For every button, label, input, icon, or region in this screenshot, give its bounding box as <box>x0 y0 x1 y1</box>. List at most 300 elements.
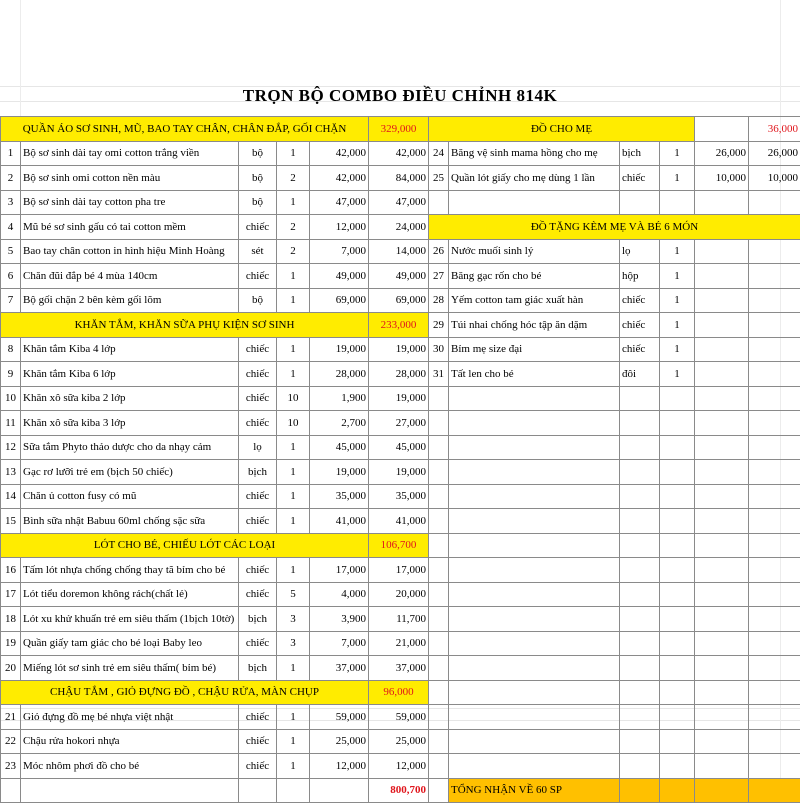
mom-section-header[interactable]: ĐỒ CHO MẸ <box>429 117 695 142</box>
empty-cell[interactable] <box>660 754 695 779</box>
item-price[interactable]: 69,000 <box>310 288 369 313</box>
item-amount[interactable]: 69,000 <box>369 288 429 313</box>
empty-cell[interactable] <box>660 509 695 534</box>
item-price[interactable]: 26,000 <box>695 141 749 166</box>
item-unit[interactable]: chiếc <box>620 166 660 191</box>
item-amount[interactable]: 28,000 <box>369 362 429 387</box>
item-price[interactable]: 25,000 <box>310 729 369 754</box>
item-number[interactable]: 8 <box>1 337 21 362</box>
item-price[interactable]: 42,000 <box>310 166 369 191</box>
item-quantity[interactable]: 1 <box>660 362 695 387</box>
empty-cell[interactable] <box>660 631 695 656</box>
item-unit[interactable]: chiếc <box>239 337 277 362</box>
item-name[interactable]: Túi nhai chống hóc tập ăn dặm <box>449 313 620 338</box>
section-header[interactable]: QUẦN ÁO SƠ SINH, MŨ, BAO TAY CHÂN, CHÂN ĐẮP, GỐI CHẶN <box>1 117 369 142</box>
item-amount[interactable]: 10,000 <box>749 166 800 191</box>
empty-cell[interactable] <box>660 558 695 583</box>
empty-cell[interactable] <box>695 239 749 264</box>
item-amount[interactable]: 41,000 <box>369 509 429 534</box>
empty-cell[interactable] <box>749 239 800 264</box>
item-amount[interactable]: 49,000 <box>369 264 429 289</box>
item-quantity[interactable]: 1 <box>277 484 310 509</box>
item-quantity[interactable]: 2 <box>277 166 310 191</box>
item-number[interactable]: 20 <box>1 656 21 681</box>
empty-cell[interactable] <box>660 435 695 460</box>
empty-cell[interactable] <box>695 264 749 289</box>
item-unit[interactable]: hộp <box>620 264 660 289</box>
item-name[interactable]: Bao tay chân cotton in hình hiệu Minh Hoàng <box>21 239 239 264</box>
empty-cell[interactable] <box>429 778 449 803</box>
empty-cell[interactable] <box>695 729 749 754</box>
item-quantity[interactable]: 1 <box>660 239 695 264</box>
empty-cell[interactable] <box>449 435 620 460</box>
empty-cell[interactable] <box>660 190 695 215</box>
item-amount[interactable]: 59,000 <box>369 705 429 730</box>
empty-cell[interactable] <box>695 337 749 362</box>
item-number[interactable]: 7 <box>1 288 21 313</box>
item-quantity[interactable]: 10 <box>277 411 310 436</box>
item-unit[interactable]: chiếc <box>239 215 277 240</box>
item-amount[interactable]: 37,000 <box>369 656 429 681</box>
item-number[interactable]: 17 <box>1 582 21 607</box>
empty-cell[interactable] <box>695 435 749 460</box>
item-unit[interactable]: chiếc <box>239 705 277 730</box>
item-quantity[interactable]: 2 <box>277 239 310 264</box>
item-number[interactable]: 28 <box>429 288 449 313</box>
summary-fill-cell[interactable] <box>620 778 660 803</box>
item-quantity[interactable]: 1 <box>277 288 310 313</box>
empty-cell[interactable] <box>749 362 800 387</box>
empty-cell[interactable] <box>660 607 695 632</box>
empty-cell[interactable] <box>620 190 660 215</box>
item-unit[interactable]: chiếc <box>239 729 277 754</box>
item-unit[interactable]: đôi <box>620 362 660 387</box>
item-number[interactable]: 6 <box>1 264 21 289</box>
empty-cell[interactable] <box>620 484 660 509</box>
section-total[interactable]: 233,000 <box>369 313 429 338</box>
item-price[interactable]: 1,900 <box>310 386 369 411</box>
item-unit[interactable]: bộ <box>239 166 277 191</box>
item-price[interactable]: 2,700 <box>310 411 369 436</box>
item-quantity[interactable]: 1 <box>660 166 695 191</box>
item-price[interactable]: 45,000 <box>310 435 369 460</box>
item-quantity[interactable]: 1 <box>660 288 695 313</box>
item-amount[interactable]: 19,000 <box>369 386 429 411</box>
item-price[interactable]: 35,000 <box>310 484 369 509</box>
item-price[interactable]: 3,900 <box>310 607 369 632</box>
section-total[interactable]: 96,000 <box>369 680 429 705</box>
empty-cell[interactable] <box>620 631 660 656</box>
item-number[interactable]: 3 <box>1 190 21 215</box>
item-number[interactable]: 13 <box>1 460 21 485</box>
item-amount[interactable]: 12,000 <box>369 754 429 779</box>
item-unit[interactable]: bộ <box>239 288 277 313</box>
empty-cell[interactable] <box>1 778 21 803</box>
empty-cell[interactable] <box>660 729 695 754</box>
item-unit[interactable]: chiếc <box>620 313 660 338</box>
item-unit[interactable]: chiếc <box>239 411 277 436</box>
empty-cell[interactable] <box>429 631 449 656</box>
empty-cell[interactable] <box>749 411 800 436</box>
empty-cell[interactable] <box>749 190 800 215</box>
item-name[interactable]: Băng vệ sinh mama hồng cho mẹ <box>449 141 620 166</box>
empty-cell[interactable] <box>749 460 800 485</box>
item-number[interactable]: 5 <box>1 239 21 264</box>
summary-label[interactable]: TỔNG NHẬN VỀ 60 SP <box>449 778 620 803</box>
item-quantity[interactable]: 1 <box>277 705 310 730</box>
item-price[interactable]: 28,000 <box>310 362 369 387</box>
item-amount[interactable]: 26,000 <box>749 141 800 166</box>
item-name[interactable]: Sữa tắm Phyto thảo dược cho da nhạy cảm <box>21 435 239 460</box>
empty-cell[interactable] <box>429 484 449 509</box>
empty-cell[interactable] <box>429 558 449 583</box>
empty-cell[interactable] <box>749 680 800 705</box>
item-name[interactable]: Bộ sơ sinh dài tay omi cotton trắng viền <box>21 141 239 166</box>
item-name[interactable]: Gạc rơ lưỡi trẻ em (bịch 50 chiếc) <box>21 460 239 485</box>
item-number[interactable]: 9 <box>1 362 21 387</box>
item-unit[interactable]: bịch <box>620 141 660 166</box>
empty-cell[interactable] <box>695 190 749 215</box>
empty-cell[interactable] <box>695 705 749 730</box>
empty-cell[interactable] <box>660 680 695 705</box>
item-quantity[interactable]: 1 <box>277 141 310 166</box>
item-number[interactable]: 10 <box>1 386 21 411</box>
empty-cell[interactable] <box>695 411 749 436</box>
item-price[interactable]: 42,000 <box>310 141 369 166</box>
item-amount[interactable]: 47,000 <box>369 190 429 215</box>
item-price[interactable]: 7,000 <box>310 239 369 264</box>
item-unit[interactable]: chiếc <box>239 362 277 387</box>
empty-cell[interactable] <box>620 435 660 460</box>
empty-cell[interactable] <box>749 386 800 411</box>
item-unit[interactable]: chiếc <box>239 754 277 779</box>
item-amount[interactable]: 45,000 <box>369 435 429 460</box>
item-name[interactable]: Quần lót giấy cho mẹ dùng 1 lần <box>449 166 620 191</box>
item-unit[interactable]: bộ <box>239 190 277 215</box>
empty-cell[interactable] <box>620 386 660 411</box>
item-number[interactable]: 11 <box>1 411 21 436</box>
empty-cell[interactable] <box>449 460 620 485</box>
empty-cell[interactable] <box>429 460 449 485</box>
item-name[interactable]: Bỉm mẹ size đại <box>449 337 620 362</box>
summary-fill-cell[interactable] <box>749 778 800 803</box>
item-unit[interactable]: bịch <box>239 656 277 681</box>
empty-cell[interactable] <box>620 729 660 754</box>
item-unit[interactable]: chiếc <box>239 582 277 607</box>
item-number[interactable]: 27 <box>429 264 449 289</box>
item-number[interactable]: 2 <box>1 166 21 191</box>
item-unit[interactable]: chiếc <box>239 631 277 656</box>
empty-cell[interactable] <box>449 754 620 779</box>
empty-cell[interactable] <box>695 117 749 142</box>
mom-section-total[interactable]: 36,000 <box>749 117 800 142</box>
empty-cell[interactable] <box>660 656 695 681</box>
item-number[interactable]: 30 <box>429 337 449 362</box>
empty-cell[interactable] <box>449 607 620 632</box>
item-name[interactable]: Khăn tắm Kiba 4 lớp <box>21 337 239 362</box>
item-amount[interactable]: 19,000 <box>369 460 429 485</box>
empty-cell[interactable] <box>449 656 620 681</box>
empty-cell[interactable] <box>429 607 449 632</box>
item-name[interactable]: Chăn ủ cotton fusy có mũ <box>21 484 239 509</box>
gift-section-header[interactable]: ĐỒ TẶNG KÈM MẸ VÀ BÉ 6 MÓN <box>429 215 800 240</box>
empty-cell[interactable] <box>429 656 449 681</box>
empty-cell[interactable] <box>660 533 695 558</box>
item-number[interactable]: 16 <box>1 558 21 583</box>
section-total[interactable]: 106,700 <box>369 533 429 558</box>
empty-cell[interactable] <box>620 460 660 485</box>
item-unit[interactable]: chiếc <box>620 337 660 362</box>
item-amount[interactable]: 24,000 <box>369 215 429 240</box>
empty-cell[interactable] <box>449 533 620 558</box>
empty-cell[interactable] <box>660 460 695 485</box>
item-quantity[interactable]: 3 <box>277 631 310 656</box>
empty-cell[interactable] <box>310 778 369 803</box>
empty-cell[interactable] <box>660 705 695 730</box>
item-number[interactable]: 1 <box>1 141 21 166</box>
item-amount[interactable]: 84,000 <box>369 166 429 191</box>
item-number[interactable]: 23 <box>1 754 21 779</box>
empty-cell[interactable] <box>749 558 800 583</box>
section-header[interactable]: CHẬU TẮM , GIỎ ĐỰNG ĐỒ , CHẬU RỬA, MÀN CHỤP <box>1 680 369 705</box>
item-number[interactable]: 18 <box>1 607 21 632</box>
item-price[interactable]: 49,000 <box>310 264 369 289</box>
item-name[interactable]: Giỏ đựng đồ mẹ bé nhựa việt nhật <box>21 705 239 730</box>
item-price[interactable]: 19,000 <box>310 460 369 485</box>
item-name[interactable]: Móc nhôm phơi đồ cho bé <box>21 754 239 779</box>
item-name[interactable]: Khăn xô sữa kiba 2 lớp <box>21 386 239 411</box>
item-quantity[interactable]: 1 <box>277 509 310 534</box>
empty-cell[interactable] <box>449 411 620 436</box>
item-name[interactable]: Miếng lót sơ sinh trẻ em siêu thấm( bỉm bé) <box>21 656 239 681</box>
item-quantity[interactable]: 1 <box>277 656 310 681</box>
empty-cell[interactable] <box>749 484 800 509</box>
section-total[interactable]: 329,000 <box>369 117 429 142</box>
empty-cell[interactable] <box>660 484 695 509</box>
empty-cell[interactable] <box>620 411 660 436</box>
empty-cell[interactable] <box>749 264 800 289</box>
item-number[interactable]: 12 <box>1 435 21 460</box>
empty-cell[interactable] <box>660 386 695 411</box>
item-unit[interactable]: chiếc <box>239 264 277 289</box>
empty-cell[interactable] <box>449 680 620 705</box>
item-name[interactable]: Mũ bé sơ sinh gấu có tai cotton mềm <box>21 215 239 240</box>
empty-cell[interactable] <box>695 656 749 681</box>
item-quantity[interactable]: 1 <box>277 460 310 485</box>
item-number[interactable]: 19 <box>1 631 21 656</box>
item-unit[interactable]: chiếc <box>239 484 277 509</box>
item-number[interactable]: 24 <box>429 141 449 166</box>
item-quantity[interactable]: 1 <box>660 264 695 289</box>
empty-cell[interactable] <box>695 754 749 779</box>
empty-cell[interactable] <box>695 362 749 387</box>
item-quantity[interactable]: 1 <box>277 362 310 387</box>
item-name[interactable]: Bộ sơ sinh dài tay cotton pha tre <box>21 190 239 215</box>
empty-cell[interactable] <box>620 582 660 607</box>
empty-cell[interactable] <box>749 582 800 607</box>
item-quantity[interactable]: 3 <box>277 607 310 632</box>
item-price[interactable]: 19,000 <box>310 337 369 362</box>
item-quantity[interactable]: 10 <box>277 386 310 411</box>
item-amount[interactable]: 11,700 <box>369 607 429 632</box>
item-name[interactable]: Nước muối sinh lý <box>449 239 620 264</box>
empty-cell[interactable] <box>429 729 449 754</box>
empty-cell[interactable] <box>429 386 449 411</box>
item-quantity[interactable]: 2 <box>277 215 310 240</box>
item-unit[interactable]: chiếc <box>239 558 277 583</box>
empty-cell[interactable] <box>695 533 749 558</box>
item-number[interactable]: 29 <box>429 313 449 338</box>
empty-cell[interactable] <box>749 533 800 558</box>
item-price[interactable]: 7,000 <box>310 631 369 656</box>
empty-cell[interactable] <box>620 607 660 632</box>
empty-cell[interactable] <box>660 411 695 436</box>
empty-cell[interactable] <box>620 509 660 534</box>
item-price[interactable]: 41,000 <box>310 509 369 534</box>
item-name[interactable]: Lót xu khử khuẩn trẻ em siêu thấm (1bịch 10tờ) <box>21 607 239 632</box>
item-unit[interactable]: lọ <box>239 435 277 460</box>
item-name[interactable]: Lót tiểu doremon không rách(chất lẻ) <box>21 582 239 607</box>
empty-cell[interactable] <box>449 484 620 509</box>
empty-cell[interactable] <box>429 190 449 215</box>
item-quantity[interactable]: 1 <box>277 754 310 779</box>
empty-cell[interactable] <box>449 705 620 730</box>
item-number[interactable]: 21 <box>1 705 21 730</box>
item-name[interactable]: Bộ sơ sinh omi cotton nền màu <box>21 166 239 191</box>
item-price[interactable]: 12,000 <box>310 215 369 240</box>
item-quantity[interactable]: 1 <box>277 558 310 583</box>
empty-cell[interactable] <box>429 754 449 779</box>
item-name[interactable]: Quần giấy tam giác cho bé loại Baby leo <box>21 631 239 656</box>
empty-cell[interactable] <box>749 754 800 779</box>
empty-cell[interactable] <box>695 631 749 656</box>
item-amount[interactable]: 20,000 <box>369 582 429 607</box>
empty-cell[interactable] <box>695 460 749 485</box>
empty-cell[interactable] <box>429 509 449 534</box>
item-name[interactable]: Khăn xô sữa kiba 3 lớp <box>21 411 239 436</box>
item-quantity[interactable]: 1 <box>277 435 310 460</box>
item-unit[interactable]: bịch <box>239 607 277 632</box>
item-name[interactable]: Khăn tắm Kiba 6 lớp <box>21 362 239 387</box>
item-unit[interactable]: chiếc <box>239 509 277 534</box>
empty-cell[interactable] <box>620 558 660 583</box>
empty-cell[interactable] <box>620 754 660 779</box>
summary-fill-cell[interactable] <box>660 778 695 803</box>
empty-cell[interactable] <box>620 705 660 730</box>
item-quantity[interactable]: 1 <box>660 313 695 338</box>
item-unit[interactable]: lọ <box>620 239 660 264</box>
item-number[interactable]: 31 <box>429 362 449 387</box>
empty-cell[interactable] <box>449 509 620 534</box>
item-name[interactable]: Chăn đũi đắp bé 4 mùa 140cm <box>21 264 239 289</box>
empty-cell[interactable] <box>695 582 749 607</box>
empty-cell[interactable] <box>429 582 449 607</box>
empty-cell[interactable] <box>449 582 620 607</box>
empty-cell[interactable] <box>749 729 800 754</box>
empty-cell[interactable] <box>749 705 800 730</box>
section-header[interactable]: LÓT CHO BÉ, CHIẾU LÓT CÁC LOẠI <box>1 533 369 558</box>
item-amount[interactable]: 42,000 <box>369 141 429 166</box>
item-unit[interactable]: chiếc <box>239 386 277 411</box>
empty-cell[interactable] <box>429 533 449 558</box>
empty-cell[interactable] <box>695 386 749 411</box>
item-amount[interactable]: 17,000 <box>369 558 429 583</box>
empty-cell[interactable] <box>239 778 277 803</box>
empty-cell[interactable] <box>429 435 449 460</box>
item-quantity[interactable]: 1 <box>277 264 310 289</box>
item-name[interactable]: Bộ gối chặn 2 bên kèm gối lõm <box>21 288 239 313</box>
empty-cell[interactable] <box>749 288 800 313</box>
empty-cell[interactable] <box>695 558 749 583</box>
item-number[interactable]: 14 <box>1 484 21 509</box>
empty-cell[interactable] <box>695 288 749 313</box>
item-name[interactable]: Tất len cho bé <box>449 362 620 387</box>
empty-cell[interactable] <box>749 607 800 632</box>
item-quantity[interactable]: 5 <box>277 582 310 607</box>
empty-cell[interactable] <box>695 484 749 509</box>
item-price[interactable]: 17,000 <box>310 558 369 583</box>
item-quantity[interactable]: 1 <box>277 190 310 215</box>
empty-cell[interactable] <box>749 435 800 460</box>
item-name[interactable]: Tấm lót nhựa chống chống thay tã bỉm cho bé <box>21 558 239 583</box>
empty-cell[interactable] <box>449 386 620 411</box>
empty-cell[interactable] <box>749 313 800 338</box>
item-quantity[interactable]: 1 <box>660 141 695 166</box>
empty-cell[interactable] <box>749 337 800 362</box>
empty-cell[interactable] <box>749 509 800 534</box>
empty-cell[interactable] <box>429 411 449 436</box>
empty-cell[interactable] <box>429 680 449 705</box>
empty-cell[interactable] <box>660 582 695 607</box>
grand-total[interactable]: 800,700 <box>369 778 429 803</box>
item-quantity[interactable]: 1 <box>277 729 310 754</box>
section-header[interactable]: KHĂN TẮM, KHĂN SỮA PHỤ KIỆN SƠ SINH <box>1 313 369 338</box>
item-amount[interactable]: 27,000 <box>369 411 429 436</box>
empty-cell[interactable] <box>449 631 620 656</box>
empty-cell[interactable] <box>449 558 620 583</box>
item-price[interactable]: 10,000 <box>695 166 749 191</box>
empty-cell[interactable] <box>21 778 239 803</box>
summary-fill-cell[interactable] <box>695 778 749 803</box>
item-name[interactable]: Bình sữa nhật Babuu 60ml chống sặc sữa <box>21 509 239 534</box>
item-number[interactable]: 15 <box>1 509 21 534</box>
item-amount[interactable]: 25,000 <box>369 729 429 754</box>
item-price[interactable]: 4,000 <box>310 582 369 607</box>
item-number[interactable]: 25 <box>429 166 449 191</box>
empty-cell[interactable] <box>277 778 310 803</box>
empty-cell[interactable] <box>695 313 749 338</box>
item-unit[interactable]: bịch <box>239 460 277 485</box>
item-quantity[interactable]: 1 <box>660 337 695 362</box>
empty-cell[interactable] <box>695 607 749 632</box>
item-number[interactable]: 4 <box>1 215 21 240</box>
empty-cell[interactable] <box>429 705 449 730</box>
item-number[interactable]: 26 <box>429 239 449 264</box>
item-unit[interactable]: chiếc <box>620 288 660 313</box>
item-amount[interactable]: 21,000 <box>369 631 429 656</box>
item-amount[interactable]: 14,000 <box>369 239 429 264</box>
item-name[interactable]: Yếm cotton tam giác xuất hàn <box>449 288 620 313</box>
item-number[interactable]: 22 <box>1 729 21 754</box>
item-name[interactable]: Chậu rửa hokori nhựa <box>21 729 239 754</box>
empty-cell[interactable] <box>620 533 660 558</box>
item-quantity[interactable]: 1 <box>277 337 310 362</box>
empty-cell[interactable] <box>449 190 620 215</box>
item-amount[interactable]: 35,000 <box>369 484 429 509</box>
item-price[interactable]: 12,000 <box>310 754 369 779</box>
item-name[interactable]: Băng gạc rốn cho bé <box>449 264 620 289</box>
empty-cell[interactable] <box>620 680 660 705</box>
